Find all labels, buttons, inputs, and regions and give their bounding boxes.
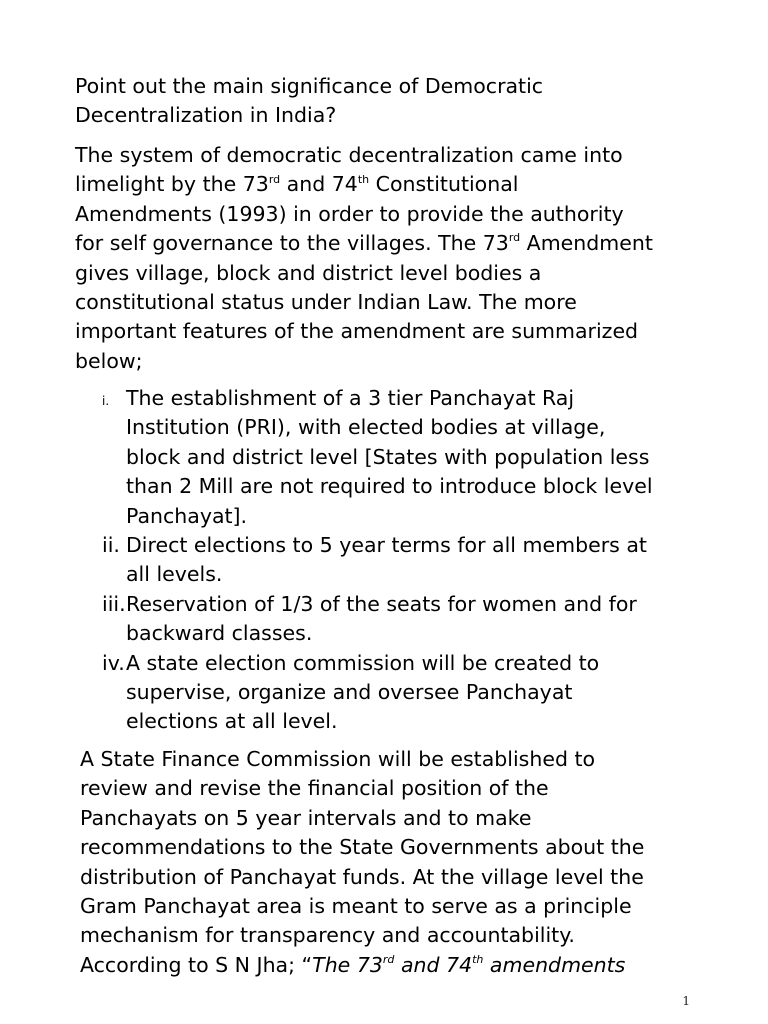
list-item — [0, 590, 637, 649]
paragraph-line: recommendations to the State Governments about the — [80, 835, 645, 860]
paragraph-line — [75, 170, 653, 199]
list-item — [0, 649, 600, 737]
list-line: The establishment of a 3 tier Panchayat Raj — [126, 386, 575, 410]
paragraph-line: The system of democratic decentralization came into — [75, 143, 623, 167]
quote-text: and 74 — [394, 952, 473, 977]
title-line: Point out the main significance of Democratic — [75, 74, 544, 98]
list-marker: ii. — [102, 532, 120, 557]
text-run: limelight by the 73 — [75, 172, 269, 197]
intro-paragraph — [75, 141, 653, 376]
list-line: supervise, organize and oversee Panchayat — [126, 679, 573, 704]
text-run: Amendment — [520, 231, 653, 256]
list-line: Reservation of 1/3 of the seats for women and for — [126, 591, 637, 616]
quote-text: The 73 — [312, 952, 383, 977]
paragraph-line: distribution of Panchayat funds. At the village level the — [80, 864, 644, 889]
question-title — [75, 72, 543, 131]
paragraph-line — [80, 951, 644, 980]
superscript: rd — [508, 231, 521, 245]
features-list — [0, 384, 653, 737]
text-run: for self governance to the villages. The 73 — [75, 231, 509, 256]
list-line: Institution (PRI), with elected bodies at village, — [126, 415, 606, 440]
superscript: th — [472, 952, 484, 966]
list-line: Direct elections to 5 year terms for all members at — [126, 532, 647, 557]
list-line: block and district level [States with population less — [126, 444, 650, 469]
superscript: rd — [382, 952, 395, 966]
page-number: 1 — [682, 994, 690, 1008]
quote-text: amendments — [483, 952, 626, 977]
list-line: all levels. — [126, 562, 223, 587]
paragraph-line: gives village, block and district level bodies a — [75, 260, 542, 285]
list-marker: iii. — [102, 591, 126, 616]
list-line: elections at all level. — [126, 709, 338, 734]
paragraph-line: constitutional status under Indian Law. The more — [75, 289, 577, 314]
text-run: and 74 — [280, 172, 358, 197]
title-line: Decentralization in India? — [75, 103, 337, 128]
list-marker: i. — [102, 394, 110, 408]
paragraph-line: below; — [75, 348, 143, 373]
paragraph-line: important features of the amendment are summarized — [75, 319, 639, 344]
superscript: rd — [268, 172, 281, 186]
paragraph-line: Panchayats on 5 year intervals and to make — [80, 805, 532, 830]
paragraph-line: Amendments (1993) in order to provide the authority — [75, 201, 624, 226]
list-marker: iv. — [102, 650, 125, 675]
paragraph-line: mechanism for transparency and accountability. — [80, 923, 575, 948]
list-line: A state election commission will be created to — [126, 650, 600, 675]
paragraph-line: Gram Panchayat area is meant to serve as a principle — [80, 893, 632, 918]
list-item — [0, 531, 647, 590]
list-item — [0, 384, 653, 531]
list-line: Panchayat]. — [126, 503, 248, 528]
paragraph-line — [75, 229, 653, 258]
paragraph-line: A State Finance Commission will be established to — [80, 747, 596, 771]
text-run: Constitutional — [369, 172, 519, 197]
paragraph-line: review and revise the financial position of the — [80, 776, 549, 801]
superscript: th — [357, 172, 370, 186]
text-run: According to S N Jha; “ — [80, 952, 313, 977]
list-line: than 2 Mill are not required to introduce block level — [126, 474, 653, 499]
finance-paragraph — [80, 745, 644, 980]
list-line: backward classes. — [126, 621, 313, 646]
